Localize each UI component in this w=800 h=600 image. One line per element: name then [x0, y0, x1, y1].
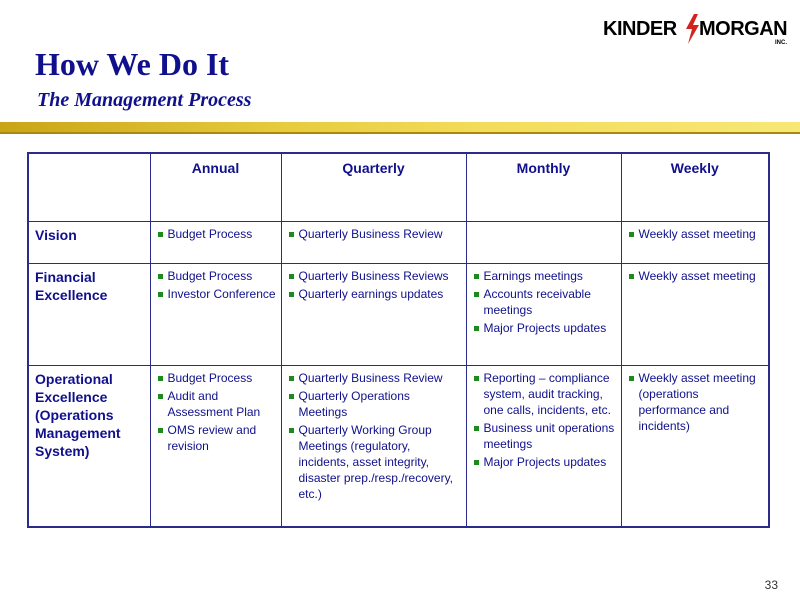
square-bullet-icon: [158, 376, 163, 381]
list-item: [158, 268, 277, 284]
square-bullet-icon: [289, 274, 294, 279]
title-rule: [0, 122, 800, 132]
page-number: 33: [764, 578, 778, 592]
slide-title: How We Do It: [35, 46, 230, 82]
list-item-text: Budget Process: [167, 226, 253, 241]
title-rule-line: [0, 132, 800, 134]
list-item-text: Quarterly Business Reviews: [298, 268, 449, 283]
list-item-text: Quarterly Working Group Meetings (regulatory, incidents, asset integrity, disaster prep./resp./recovery, etc.): [298, 422, 454, 501]
list-item: [289, 422, 462, 502]
list-item: [289, 268, 462, 284]
logo-inc: INC.: [775, 40, 787, 46]
table-header-row: [28, 153, 769, 221]
list-item-text: Investor Conference: [167, 286, 276, 301]
list-item-text: Reporting – compliance system, audit tracking, one calls, incidents, etc.: [483, 370, 611, 417]
square-bullet-icon: [158, 292, 163, 297]
square-bullet-icon: [289, 376, 294, 381]
square-bullet-icon: [158, 394, 163, 399]
square-bullet-icon: [158, 428, 163, 433]
column-header: Monthly: [466, 153, 621, 221]
list-item: [474, 286, 617, 318]
table-cell: [466, 263, 621, 365]
square-bullet-icon: [474, 326, 479, 331]
square-bullet-icon: [289, 292, 294, 297]
list-item: [158, 370, 277, 386]
list-item-text: OMS review and revision: [167, 422, 257, 453]
table-cell: [150, 221, 281, 263]
square-bullet-icon: [474, 376, 479, 381]
list-item: [474, 454, 617, 470]
square-bullet-icon: [629, 274, 634, 279]
square-bullet-icon: [158, 274, 163, 279]
list-item-text: Quarterly Operations Meetings: [298, 388, 410, 419]
table-cell: [281, 365, 466, 527]
list-item: [158, 226, 277, 242]
list-item: [629, 370, 765, 434]
square-bullet-icon: [629, 232, 634, 237]
square-bullet-icon: [289, 428, 294, 433]
list-item-text: Accounts receivable meetings: [483, 286, 591, 317]
table-cell: [466, 221, 621, 263]
list-item: [158, 422, 277, 454]
table-cell: [621, 263, 769, 365]
list-item: [474, 320, 617, 336]
square-bullet-icon: [289, 394, 294, 399]
slide-subtitle: The Management Process: [37, 89, 252, 111]
table-cell: [150, 365, 281, 527]
list-item: [289, 388, 462, 420]
corner-cell: [28, 153, 150, 221]
row-header: Vision: [28, 221, 150, 263]
list-item-text: Quarterly Business Review: [298, 370, 443, 385]
logo-text-right: MORGAN: [699, 18, 788, 40]
square-bullet-icon: [474, 460, 479, 465]
square-bullet-icon: [158, 232, 163, 237]
list-item-text: Business unit operations meetings: [483, 420, 615, 451]
list-item-text: Major Projects updates: [483, 320, 607, 335]
square-bullet-icon: [474, 292, 479, 297]
square-bullet-icon: [289, 232, 294, 237]
list-item: [474, 268, 617, 284]
list-item: [158, 286, 277, 302]
column-header: Annual: [150, 153, 281, 221]
list-item-text: Major Projects updates: [483, 454, 607, 469]
table-row: [28, 221, 769, 263]
list-item-text: Earnings meetings: [483, 268, 583, 283]
list-item: [158, 388, 277, 420]
list-item: [289, 286, 462, 302]
list-item-text: Weekly asset meeting: [638, 226, 756, 241]
list-item-text: Budget Process: [167, 370, 253, 385]
table-cell: [621, 365, 769, 527]
table-cell: [466, 365, 621, 527]
table-row: [28, 365, 769, 527]
list-item-text: Weekly asset meeting (operations performance and incidents): [638, 370, 756, 433]
list-item-text: Audit and Assessment Plan: [167, 388, 261, 419]
table-cell: [150, 263, 281, 365]
column-header: Quarterly: [281, 153, 466, 221]
column-header: Weekly: [621, 153, 769, 221]
logo-text-left: KINDER: [603, 18, 677, 40]
list-item-text: Weekly asset meeting: [638, 268, 756, 283]
list-item: [474, 420, 617, 452]
list-item: [629, 226, 765, 242]
company-logo: [603, 16, 793, 46]
table-row: [28, 263, 769, 365]
list-item-text: Quarterly earnings updates: [298, 286, 444, 301]
table-cell: [281, 263, 466, 365]
list-item-text: Budget Process: [167, 268, 253, 283]
list-item: [629, 268, 765, 284]
list-item: [474, 370, 617, 418]
management-process-table: [27, 152, 770, 528]
table-cell: [621, 221, 769, 263]
list-item: [289, 226, 462, 242]
list-item: [289, 370, 462, 386]
row-header: Operational Excellence (Operations Management System): [28, 365, 150, 527]
square-bullet-icon: [474, 274, 479, 279]
table-cell: [281, 221, 466, 263]
square-bullet-icon: [474, 426, 479, 431]
row-header: Financial Excellence: [28, 263, 150, 365]
square-bullet-icon: [629, 376, 634, 381]
list-item-text: Quarterly Business Review: [298, 226, 443, 241]
